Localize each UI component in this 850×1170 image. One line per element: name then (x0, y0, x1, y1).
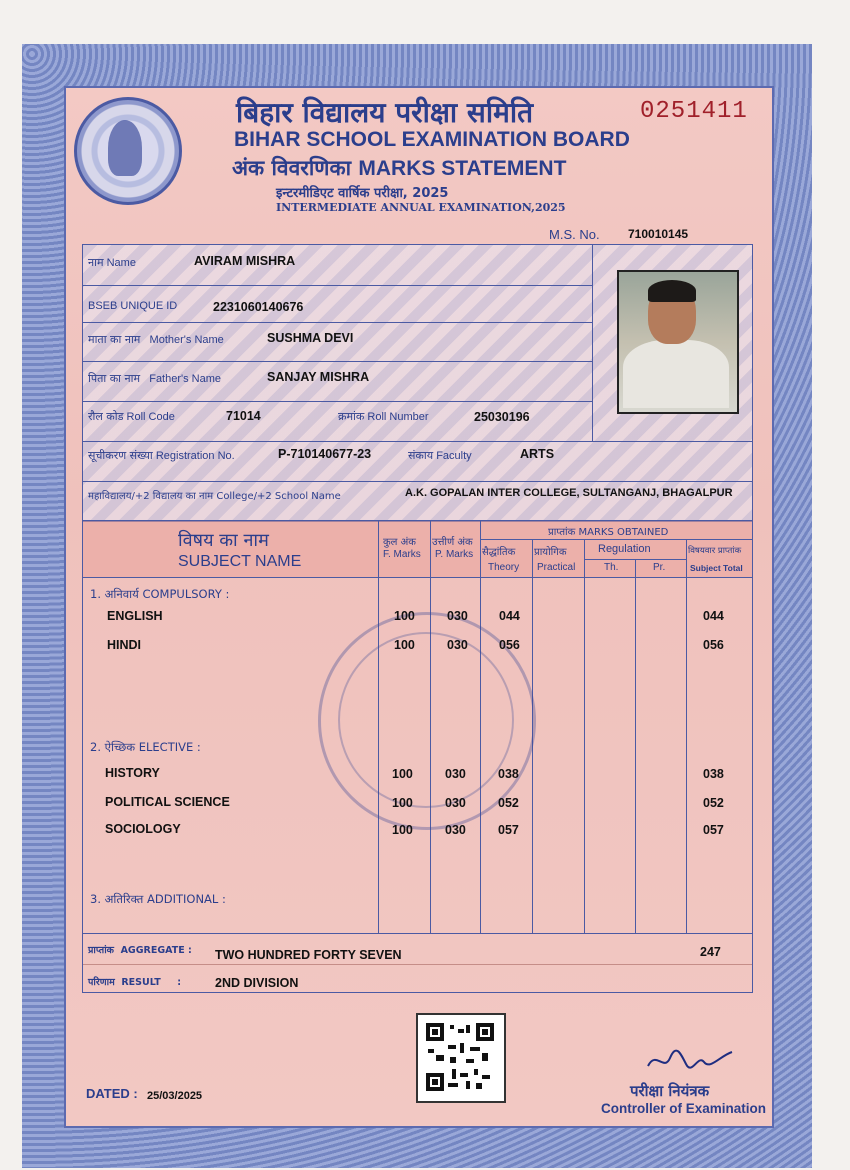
result-label: परिणाम RESULT : (88, 977, 182, 988)
father-label: पिता का नाम Father's Name (88, 372, 222, 385)
registration-label: सूचीकरण संख्या Registration No. (88, 449, 235, 462)
marks-statement-english: MARKS STATEMENT (358, 157, 567, 180)
exam-title-english: INTERMEDIATE ANNUAL EXAMINATION,2025 (276, 201, 566, 214)
mother-name: SUSHMA DEVI (267, 331, 354, 345)
qr-pattern-icon (426, 1023, 494, 1091)
theory-marks: 057 (498, 823, 519, 837)
pass-marks-header: P. Marks (435, 549, 474, 560)
subject-total: 044 (703, 609, 724, 623)
subject-name: SOCIOLOGY (105, 822, 181, 836)
pass-marks: 030 (445, 767, 466, 781)
marks-statement-title (232, 154, 566, 182)
subject-name: HISTORY (105, 766, 160, 780)
theory-marks: 038 (498, 767, 519, 781)
student-name: AVIRAM MISHRA (194, 254, 296, 268)
controller-english: Controller of Examination (601, 1101, 767, 1116)
regulation-pr-header: Pr. (653, 562, 666, 573)
faculty-label: संकाय Faculty (408, 449, 472, 462)
regulation-th-header: Th. (604, 562, 619, 573)
aggregate-words: TWO HUNDRED FORTY SEVEN (215, 948, 402, 962)
section-compulsory: 1. अनिवार्य COMPULSORY : (90, 587, 230, 601)
registration-value: P-710140677-23 (278, 447, 372, 461)
full-marks: 100 (392, 796, 413, 810)
full-marks: 100 (394, 609, 415, 623)
practical-header-hindi: प्रायोगिक (534, 547, 567, 558)
pass-marks: 030 (447, 638, 468, 652)
practical-header: Practical (537, 562, 576, 573)
section-additional: 3. अतिरिक्त ADDITIONAL : (90, 892, 226, 906)
uid-label: BSEB UNIQUE ID (88, 300, 178, 312)
roll-number-value: 25030196 (474, 410, 530, 424)
subject-header-hindi: विषय का नाम (178, 530, 269, 551)
signature-icon (646, 1048, 736, 1079)
subject-total: 057 (703, 823, 724, 837)
theory-marks: 044 (499, 609, 520, 623)
date-value: 25/03/2025 (147, 1090, 203, 1102)
roll-number-label: क्रमांक Roll Number (338, 410, 429, 423)
controller-hindi: परीक्षा नियंत्रक (630, 1082, 710, 1100)
college-label: महाविद्यालय/+2 विद्यालय का नाम College/+2 School Name (88, 491, 341, 502)
seal-figure-icon (108, 120, 142, 176)
regulation-header: Regulation (598, 543, 651, 555)
theory-header: Theory (488, 562, 520, 573)
marks-obtained-header: प्राप्तांक MARKS OBTAINED (548, 527, 669, 538)
watermark-seal-inner-icon (338, 632, 514, 808)
ms-no-value: 710010145 (628, 227, 689, 241)
faculty-value: ARTS (520, 447, 555, 461)
name-label: नाम Name (88, 256, 136, 269)
full-marks-header: F. Marks (383, 549, 421, 560)
aggregate-panel (82, 932, 753, 993)
subject-total-header-hindi: विषयवार प्राप्तांक (688, 546, 742, 556)
subject-name: POLITICAL SCIENCE (105, 795, 230, 809)
subject-name: ENGLISH (107, 609, 163, 623)
ms-no-label: M.S. No. (549, 227, 600, 242)
subject-total: 052 (703, 796, 724, 810)
uid-value: 2231060140676 (213, 300, 304, 314)
roll-code-label: रौल कोड Roll Code (88, 410, 175, 423)
photo-shirt (623, 340, 729, 408)
father-name: SANJAY MISHRA (267, 370, 370, 384)
theory-marks: 056 (499, 638, 520, 652)
subject-total: 056 (703, 638, 724, 652)
pass-marks: 030 (445, 823, 466, 837)
marks-statement-hindi: अंक विवरणिका (232, 156, 352, 180)
pass-marks: 030 (447, 609, 468, 623)
theory-marks: 052 (498, 796, 519, 810)
subject-total: 038 (703, 767, 724, 781)
pass-marks-header-hindi: उत्तीर्ण अंक (432, 537, 473, 548)
board-name-english: BIHAR SCHOOL EXAMINATION BOARD (234, 128, 630, 151)
board-name-hindi: बिहार विद्यालय परीक्षा समिति (236, 96, 534, 129)
dated-label: DATED : (86, 1086, 138, 1101)
roll-code-value: 71014 (226, 409, 261, 423)
subject-name: HINDI (107, 638, 142, 652)
subject-header-english: SUBJECT NAME (178, 553, 302, 570)
subject-total-header: Subject Total (690, 563, 743, 573)
theory-header-hindi: सैद्धांतिक (482, 547, 516, 558)
mother-label: माता का नाम Mother's Name (88, 333, 224, 346)
result-value: 2ND DIVISION (215, 976, 299, 990)
college-value: A.K. GOPALAN INTER COLLEGE, SULTANGANJ, BHAGALPUR (405, 487, 733, 499)
full-marks-header-hindi: कुल अंक (383, 537, 416, 548)
section-elective: 2. ऐच्छिक ELECTIVE : (90, 740, 201, 754)
aggregate-total: 247 (700, 945, 721, 959)
full-marks: 100 (392, 823, 413, 837)
photo-hair (648, 280, 696, 302)
pass-marks: 030 (445, 796, 466, 810)
exam-title-hindi: इन्टरमीडिएट वार्षिक परीक्षा, 2025 (276, 186, 449, 201)
full-marks: 100 (392, 767, 413, 781)
full-marks: 100 (394, 638, 415, 652)
serial-number: 0251411 (640, 98, 748, 125)
aggregate-label: प्राप्तांक AGGREGATE : (88, 945, 192, 956)
